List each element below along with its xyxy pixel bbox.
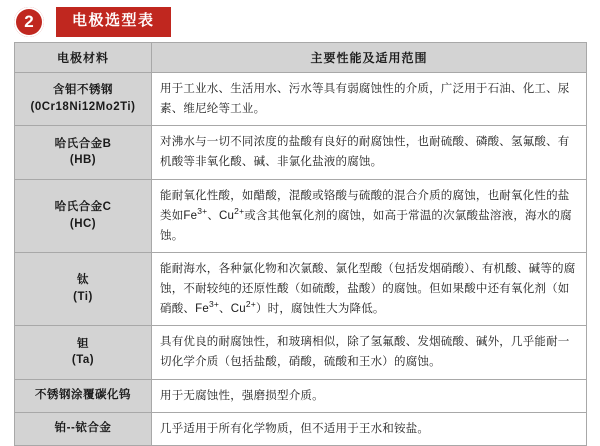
- cell-description: 用于无腐蚀性，强磨损型介质。: [152, 379, 587, 412]
- material-name-line1: 铂--铱合金: [54, 422, 112, 435]
- cell-description: 具有优良的耐腐蚀性，和玻璃相似，除了氢氟酸、发烟硫酸、碱外，几乎能耐一切化学介质（包括盐酸，硝酸，硫酸和王水）的腐蚀。: [152, 326, 587, 379]
- table-header-row: [15, 43, 587, 73]
- material-name-line1: 含钼不锈钢: [53, 84, 113, 97]
- cell-description: 几乎适用于所有化学物质，但不适用于王水和铵盐。: [152, 412, 587, 445]
- ion-charge-1: 3+: [208, 299, 220, 310]
- material-name-line2: (Ti): [73, 291, 93, 304]
- table-row: [15, 126, 587, 179]
- table-row: [15, 326, 587, 379]
- page-title: 电极选型表: [56, 7, 171, 37]
- cell-material: [15, 326, 152, 379]
- section-number-badge: 2: [14, 7, 44, 37]
- table-row: [15, 73, 587, 126]
- column-header-description: 主要性能及适用范围: [152, 43, 587, 73]
- ion-label-2: Cu: [230, 303, 246, 316]
- cell-description: 用于工业水、生活用水、污水等具有弱腐蚀性的介质，广泛用于石油、化工、尿素、维尼纶等工业。: [152, 73, 587, 126]
- cell-description: 对沸水与一切不同浓度的盐酸有良好的耐腐蚀性，也耐硫酸、磷酸、氢氟酸、有机酸等非氧化酸、碱、非氯化盐液的腐蚀。: [152, 126, 587, 179]
- ion-label-2: Cu: [219, 209, 235, 222]
- description-part-1: 能耐氧化性酸，如醋酸，混酸或铬酸与硫酸的混合介质的腐蚀，也耐氧化性的盐类如: [160, 189, 570, 222]
- cell-description: [152, 179, 587, 252]
- cell-material: [15, 412, 152, 445]
- ion-charge-2: 2+: [245, 299, 256, 310]
- description-separator: 、: [207, 209, 220, 222]
- material-name-line1: 钛: [77, 274, 89, 287]
- table-row: [15, 252, 587, 325]
- cell-description: [152, 252, 587, 325]
- table-row: [15, 412, 587, 445]
- electrode-selection-table: [14, 42, 587, 446]
- table-body: [15, 73, 587, 446]
- material-name-line2: (HB): [69, 154, 97, 167]
- description-part-2: 或含其他氧化剂的腐蚀，如高于常温的次氯酸盐溶液，海水的腐蚀。: [160, 209, 572, 242]
- description-part-2: ）时，腐蚀性大为降低。: [255, 303, 385, 316]
- description-separator: 、: [219, 303, 231, 316]
- cell-material: [15, 379, 152, 412]
- material-name-line1: 哈氏合金C: [54, 201, 112, 214]
- cell-material: [15, 126, 152, 179]
- table-container: [0, 42, 600, 446]
- ion-charge-1: 3+: [197, 205, 208, 216]
- material-name-line2: (0Cr18Ni12Mo2Ti): [30, 101, 136, 114]
- ion-label-1: Fe: [195, 303, 209, 316]
- table-row: [15, 179, 587, 252]
- cell-material: [15, 73, 152, 126]
- cell-material: [15, 252, 152, 325]
- material-name-line1: 哈氏合金B: [54, 137, 112, 150]
- ion-charge-2: 2+: [234, 205, 245, 216]
- material-name-line2: (HC): [69, 217, 97, 230]
- material-name-line1: 钽: [77, 337, 89, 350]
- page-header: [0, 0, 600, 42]
- column-header-material: 电极材料: [15, 43, 152, 73]
- table-head: [15, 43, 587, 73]
- material-name-line1: 不锈钢涂覆碳化钨: [35, 389, 131, 402]
- ion-label-1: Fe: [183, 209, 198, 222]
- table-row: [15, 379, 587, 412]
- cell-material: [15, 179, 152, 252]
- material-name-line2: (Ta): [71, 354, 95, 367]
- description-part-1: 能耐海水，各种氯化物和次氯酸、氯化型酸（包括发烟硝酸）、有机酸、碱等的腐蚀，不耐较纯的还原性酸（如硫酸，盐酸）的腐蚀。但如果酸中还有氧化剂（如硝酸、: [160, 262, 576, 316]
